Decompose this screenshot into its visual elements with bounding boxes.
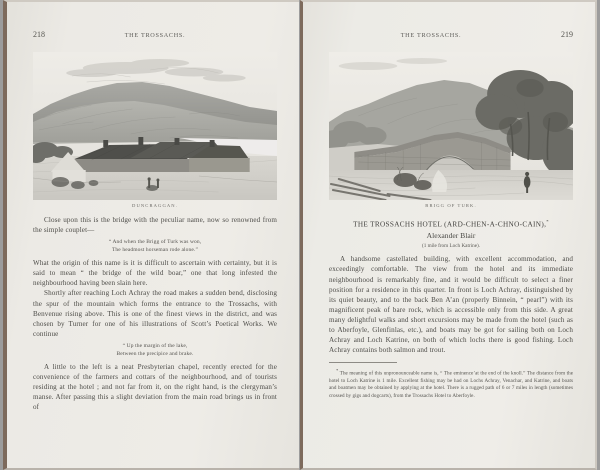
left-folio-number: 218 — [33, 30, 45, 39]
paragraph: A handsome castellated building, with excellent accommodation, and exceedingly comfortable. The view from the hotel and its immediate neighbourhood is remarkably fine, and it would be difficult to select a finer position for a residence in this quarter. In front is Loch Achray, distinguished by its quiet beauty, and to the back Ben A’an (properly Binnein, “ pearl”) with its magnificent peak of bare rock, which is accessible only from this side. A great many delightful walks and short excursions may be made from the hotel (such as to Aberfoyle, Glenfinlas, etc.), and boats may be got for sailing both on Loch Achray and Loch Katrine, on both of which lochs there is good fishing. Loch Achray contains both salmon and trout. — [329, 255, 573, 355]
brigg-of-turk-caption: BRIGG OF TURK. — [425, 203, 477, 208]
section-title-footnote-marker: * — [546, 219, 549, 224]
verse-margin-of-the-lake — [33, 342, 277, 358]
left-page — [3, 0, 299, 470]
verse-line: “ Up the margin of the lake, — [122, 342, 188, 349]
footnote-block — [329, 367, 573, 400]
paragraph: Shortly after reaching Loch Achray the road makes a sudden bend, disclosing the spur of the mountain which forms the entrance to the Trossachs, with Benvenue rising above. This is one of the finest views in the district, and was chosen by Turner for one of his illustrations of Scott’s Poetical Works. We continue — [33, 289, 277, 338]
right-running-head — [329, 30, 573, 42]
section-title — [329, 219, 573, 228]
left-running-head — [33, 30, 277, 42]
right-running-head-title: THE TROSSACHS. — [400, 32, 462, 39]
right-page — [300, 0, 597, 470]
right-folio-number: 219 — [561, 30, 573, 39]
right-page-body — [329, 254, 573, 355]
verse-brigg-of-turk — [33, 238, 277, 254]
verse-line: “ And when the Brigg of Turk was won, — [108, 239, 202, 246]
section-title-text: THE TROSSACHS HOTEL (ARD-CHEN-A-CHNO-CAIN), — [353, 220, 547, 229]
paragraph: A little to the left is a neat Presbyterian chapel, recently erected for the convenience of the farmers and cottars of the neighbourhood, and of tourists residing at the hotel ; and not far from it, on the right hand, is the clergyman’s manse. After passing this a slight deviation from the main road brings us in front of — [33, 362, 277, 412]
footnote-rule — [329, 362, 397, 363]
duncraggan-illustration — [33, 52, 277, 200]
verse-line: The headmost horseman rode alone.” — [111, 247, 199, 254]
left-running-head-title: THE TROSSACHS. — [124, 32, 186, 39]
duncraggan-caption: DUNCRAGGAN. — [132, 203, 178, 208]
brigg-of-turk-illustration — [329, 52, 573, 200]
footnote-body: The meaning of this unpronounceable name is, “ The eminence’at the end of the knoll.” The distance from the hotel to Loch Katrine is 1 mile. Excellent fishing may be had on Lochs Achray, Venachar, and Katrine, and boats and boatmen may be obtained by applying at the hotel. There is a rugged path of 6 or 7 miles in length (sometimes crossed by gigs and dogcarts), from the Trossachs Hotel to Aberfoyle. — [329, 371, 574, 399]
paragraph: What the origin of this name is it is difficult to ascertain with certainty, but it is said to mean “ the bridge of the wild boar,” one that long infested the neighbourhood having been slain here. — [33, 259, 277, 288]
footnote-marker: * — [336, 368, 339, 374]
brigg-of-turk-engraving-art — [329, 52, 573, 200]
footnote-text — [329, 367, 573, 400]
duncraggan-engraving-art — [33, 52, 277, 200]
hotel-distance-note: (1 mile from Loch Katrine). — [421, 243, 481, 250]
left-page-body — [33, 215, 277, 412]
hotel-proprietor: Alexander Blair — [426, 231, 476, 241]
verse-line: Between the precipice and brake. — [116, 350, 194, 357]
paragraph: Close upon this is the bridge with the peculiar name, now so renowned from the simple couplet— — [33, 216, 277, 235]
